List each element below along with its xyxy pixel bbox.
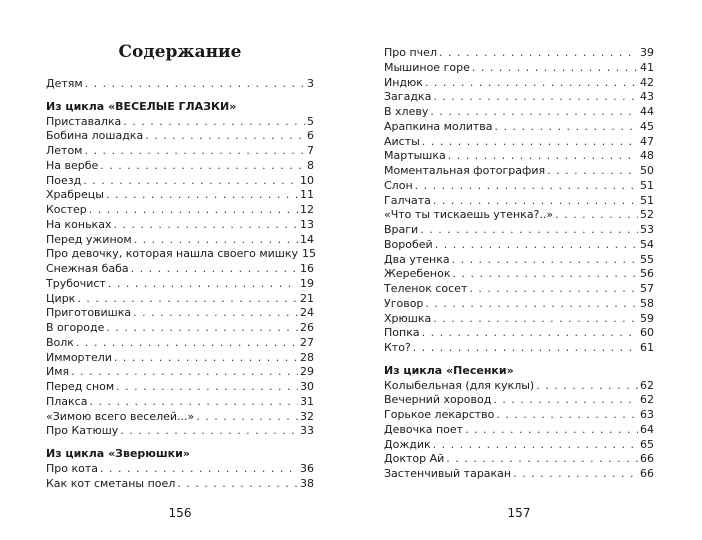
toc-dot-leader xyxy=(433,438,638,453)
toc-entry-page: 57 xyxy=(640,282,654,295)
toc-title: Содержание xyxy=(118,42,242,62)
toc-entry xyxy=(46,395,314,410)
toc-entry-title: Мышиное горе xyxy=(384,60,470,74)
toc-entry xyxy=(46,188,314,203)
toc-entry-page: 66 xyxy=(640,467,654,480)
toc-dot-leader xyxy=(495,120,638,135)
toc-entry-page: 45 xyxy=(640,119,654,133)
toc-entry xyxy=(46,462,314,477)
toc-entry-page: 66 xyxy=(640,452,654,466)
toc-entry xyxy=(384,267,654,282)
toc-entry xyxy=(384,194,654,209)
toc-entry xyxy=(46,477,314,492)
toc-entry xyxy=(46,262,314,277)
toc-entry-page: 43 xyxy=(640,90,654,104)
toc-entry xyxy=(46,380,314,395)
toc-dot-leader xyxy=(513,467,638,482)
toc-dot-leader xyxy=(452,253,638,268)
toc-dot-leader xyxy=(415,179,638,194)
toc-dot-leader xyxy=(435,238,638,253)
toc-entry xyxy=(46,424,314,439)
toc-dot-leader xyxy=(133,306,298,321)
toc-entry-title: Застенчивый таракан xyxy=(384,467,512,480)
toc-entry xyxy=(46,306,314,321)
toc-dot-leader xyxy=(413,341,638,356)
toc-entry-page: 3 xyxy=(307,77,314,90)
toc-entry-title: Про пчел xyxy=(384,46,437,59)
toc-entry xyxy=(384,423,654,438)
toc-dot-leader xyxy=(420,223,638,238)
page-number-left: 156 xyxy=(168,506,192,520)
toc-entry-title: Приготовишка xyxy=(46,306,132,320)
toc-entry-title: Про Катюшу xyxy=(46,424,119,438)
toc-entry-title: Теленок сосет xyxy=(384,282,468,295)
toc-entry-page: 5 xyxy=(307,114,314,128)
toc-entry-title: Поезд xyxy=(46,173,82,187)
toc-entry-page: 54 xyxy=(640,237,654,251)
toc-entry-title: Про кота xyxy=(46,461,99,475)
toc-entry-title: Галчата xyxy=(384,193,431,207)
toc-entry xyxy=(46,351,314,366)
toc-list-right xyxy=(384,46,654,482)
toc-entry-page: 11 xyxy=(300,188,314,202)
toc-entry-page: 50 xyxy=(640,164,654,177)
toc-dot-leader xyxy=(547,164,638,179)
toc-entry-title: Трубочист xyxy=(46,276,106,290)
toc-entry xyxy=(384,238,654,253)
toc-entry-page: 14 xyxy=(300,232,314,246)
toc-entry-title: Враги xyxy=(384,223,419,236)
toc-entry-title: Снежная баба xyxy=(46,262,129,275)
toc-dot-leader xyxy=(85,77,305,92)
toc-entry-title: Приставалка xyxy=(46,114,122,128)
toc-entry-title: Дождик xyxy=(384,437,431,451)
toc-entry xyxy=(384,467,654,482)
toc-entry-title: Доктор Ай xyxy=(384,452,445,466)
toc-entry xyxy=(46,365,314,380)
toc-entry-page: 16 xyxy=(300,262,314,275)
toc-dot-leader xyxy=(472,61,638,76)
toc-entry xyxy=(384,149,654,164)
toc-entry-page: 21 xyxy=(300,291,314,305)
toc-entry-title: Загадка xyxy=(384,90,432,104)
toc-dot-leader xyxy=(555,208,638,223)
toc-entry xyxy=(384,61,654,76)
toc-entry xyxy=(384,326,654,341)
toc-entry-page: 62 xyxy=(640,378,654,392)
toc-entry-title: Летом xyxy=(46,144,83,157)
toc-dot-leader xyxy=(108,277,298,292)
toc-entry xyxy=(46,159,314,174)
toc-entry-page: 13 xyxy=(300,217,314,231)
toc-entry xyxy=(384,393,654,408)
toc-entry-page: 60 xyxy=(640,326,654,340)
toc-entry xyxy=(46,203,314,218)
toc-entry-page: 64 xyxy=(640,422,654,436)
toc-entry-title: Детям xyxy=(46,77,83,90)
toc-entry xyxy=(384,135,654,150)
toc-entry xyxy=(384,76,654,91)
toc-entry xyxy=(384,208,654,223)
toc-dot-leader xyxy=(123,115,305,130)
toc-entry xyxy=(384,297,654,312)
toc-entry xyxy=(46,247,317,262)
toc-entry-title: Горькое лекарство xyxy=(384,408,495,421)
toc-gap xyxy=(46,92,314,100)
toc-entry xyxy=(384,90,654,105)
toc-entry-page: 15 xyxy=(302,247,317,261)
right-page xyxy=(384,0,654,540)
toc-entry xyxy=(384,253,654,268)
toc-dot-leader xyxy=(134,233,298,248)
toc-entry xyxy=(46,77,314,92)
toc-entry-title: Индюк xyxy=(384,75,423,89)
toc-entry-title: Слон xyxy=(384,178,413,192)
toc-entry-title: Уговор xyxy=(384,296,424,310)
toc-entry-title: Иммортели xyxy=(46,350,112,364)
toc-entry-title: Костер xyxy=(46,203,87,216)
toc-entry-page: 62 xyxy=(640,393,654,407)
toc-entry xyxy=(384,46,654,61)
toc-entry-page: 59 xyxy=(640,311,654,325)
toc-entry-page: 56 xyxy=(640,267,654,281)
toc-entry-page: 61 xyxy=(640,341,654,354)
toc-entry xyxy=(384,341,654,356)
toc-dot-leader xyxy=(145,129,305,144)
toc-dot-leader xyxy=(448,149,638,164)
toc-entry-page: 6 xyxy=(307,129,314,143)
toc-dot-leader xyxy=(425,76,638,91)
toc-dot-leader xyxy=(120,424,298,439)
toc-entry-page: 10 xyxy=(300,173,314,187)
toc-entry-page: 19 xyxy=(300,276,314,290)
toc-entry-page: 41 xyxy=(640,60,654,74)
toc-entry-title: На вербе xyxy=(46,158,99,172)
toc-dot-leader xyxy=(196,410,298,425)
toc-dot-leader xyxy=(83,174,298,189)
toc-entry-page: 58 xyxy=(640,296,654,310)
toc-entry-title: Мартышка xyxy=(384,149,446,163)
toc-section-heading: Из цикла «Зверюшки» xyxy=(46,447,190,460)
toc-entry xyxy=(46,129,314,144)
toc-entry xyxy=(46,233,314,248)
toc-entry-title: Арапкина молитва xyxy=(384,119,493,133)
toc-dot-leader xyxy=(106,188,298,203)
toc-entry-title: Кто? xyxy=(384,341,411,354)
toc-entry-page: 27 xyxy=(300,335,314,349)
toc-entry-page: 26 xyxy=(300,321,314,334)
toc-entry xyxy=(46,292,314,307)
toc-entry xyxy=(384,438,654,453)
toc-dot-leader xyxy=(76,336,298,351)
toc-entry-page: 39 xyxy=(640,46,654,59)
toc-entry xyxy=(384,282,654,297)
toc-entry xyxy=(46,321,314,336)
toc-entry xyxy=(46,115,314,130)
toc-entry xyxy=(46,336,314,351)
toc-entry-page: 47 xyxy=(640,134,654,148)
toc-entry-page: 44 xyxy=(640,105,654,118)
toc-list-left xyxy=(46,77,317,491)
toc-entry-page: 55 xyxy=(640,252,654,266)
toc-dot-leader xyxy=(114,351,298,366)
toc-entry-title: На коньках xyxy=(46,217,112,231)
toc-dot-leader xyxy=(446,452,638,467)
toc-entry-page: 32 xyxy=(300,409,314,423)
toc-entry-title: Колыбельная (для куклы) xyxy=(384,378,535,392)
toc-entry xyxy=(46,218,314,233)
toc-entry-title: Вечерний хоровод xyxy=(384,393,492,407)
toc-entry-title: «Зимою всего веселей...» xyxy=(46,409,195,423)
toc-entry-page: 30 xyxy=(300,380,314,393)
toc-entry-title: Волк xyxy=(46,335,74,349)
toc-entry-page: 12 xyxy=(300,203,314,216)
toc-dot-leader xyxy=(100,159,305,174)
toc-entry-title: Моментальная фотография xyxy=(384,164,546,177)
toc-dot-leader xyxy=(100,462,298,477)
toc-entry-title: Плакса xyxy=(46,394,88,408)
left-page xyxy=(46,0,317,540)
toc-dot-leader xyxy=(422,326,638,341)
toc-dot-leader xyxy=(496,408,638,423)
toc-entry-page: 29 xyxy=(300,365,314,379)
toc-entry-title: Перед ужином xyxy=(46,232,132,246)
toc-entry xyxy=(384,179,654,194)
toc-dot-leader xyxy=(452,267,638,282)
toc-dot-leader xyxy=(430,105,638,120)
toc-entry-page: 28 xyxy=(300,350,314,364)
toc-entry xyxy=(384,312,654,327)
toc-dot-leader xyxy=(433,312,638,327)
toc-entry xyxy=(46,410,314,425)
toc-entry-title: В хлеву xyxy=(384,105,429,118)
toc-entry xyxy=(384,164,654,179)
toc-entry-title: Аисты xyxy=(384,134,420,148)
toc-dot-leader xyxy=(465,423,638,438)
toc-entry-title: Перед сном xyxy=(46,380,115,393)
toc-dot-leader xyxy=(439,46,638,61)
toc-entry-title: «Что ты тискаешь утенка?..» xyxy=(384,208,554,222)
toc-dot-leader xyxy=(177,477,298,492)
toc-entry-page: 65 xyxy=(640,437,654,451)
toc-entry-page: 8 xyxy=(307,158,314,172)
toc-dot-leader xyxy=(422,135,638,150)
toc-dot-leader xyxy=(469,282,638,297)
toc-entry-title: Храбрецы xyxy=(46,188,104,202)
toc-entry-page: 48 xyxy=(640,149,654,163)
toc-entry xyxy=(384,120,654,135)
toc-entry xyxy=(384,408,654,423)
toc-entry-page: 63 xyxy=(640,408,654,421)
toc-dot-leader xyxy=(433,90,638,105)
toc-dot-leader xyxy=(89,203,298,218)
toc-entry-page: 33 xyxy=(300,424,314,438)
toc-entry-title: Цирк xyxy=(46,291,76,305)
toc-entry-page: 24 xyxy=(300,306,314,320)
toc-entry-page: 51 xyxy=(640,193,654,207)
toc-entry xyxy=(384,379,654,394)
toc-dot-leader xyxy=(433,194,638,209)
toc-entry-title: Два утенка xyxy=(384,252,450,266)
toc-entry-page: 36 xyxy=(300,461,314,475)
toc-entry-page: 31 xyxy=(300,394,314,408)
toc-entry-title: Попка xyxy=(384,326,420,340)
toc-gap xyxy=(46,439,314,447)
toc-entry xyxy=(46,144,314,159)
toc-gap xyxy=(384,356,654,364)
toc-dot-leader xyxy=(425,297,638,312)
toc-dot-leader xyxy=(113,218,298,233)
toc-dot-leader xyxy=(116,380,298,395)
toc-entry-page: 7 xyxy=(307,144,314,157)
toc-entry xyxy=(46,277,314,292)
toc-dot-leader xyxy=(493,393,638,408)
toc-dot-leader xyxy=(84,144,305,159)
toc-dot-leader xyxy=(71,365,298,380)
toc-entry-title: Девочка поет xyxy=(384,422,464,436)
toc-entry-title: Про девочку, которая нашла своего мишку xyxy=(46,247,299,261)
toc-entry-page: 53 xyxy=(640,223,654,236)
page-number-right: 157 xyxy=(507,506,531,520)
toc-dot-leader xyxy=(106,321,298,336)
toc-entry-title: Хрюшка xyxy=(384,311,432,325)
toc-entry xyxy=(384,452,654,467)
toc-entry-title: В огороде xyxy=(46,321,105,334)
toc-section-heading: Из цикла «Песенки» xyxy=(384,363,514,377)
toc-entry-page: 52 xyxy=(640,208,654,222)
toc-entry-title: Воробей xyxy=(384,237,433,251)
toc-entry-page: 42 xyxy=(640,75,654,89)
toc-entry-title: Бобина лошадка xyxy=(46,129,144,143)
toc-dot-leader xyxy=(536,379,638,394)
toc-dot-leader xyxy=(77,292,298,307)
toc-dot-leader xyxy=(131,262,298,277)
toc-entry-page: 38 xyxy=(300,476,314,490)
toc-entry xyxy=(46,174,314,189)
toc-entry xyxy=(384,223,654,238)
toc-dot-leader xyxy=(89,395,298,410)
toc-entry-title: Имя xyxy=(46,365,70,379)
toc-entry-page: 51 xyxy=(640,178,654,192)
toc-section-heading: Из цикла «ВЕСЕЛЫЕ ГЛАЗКИ» xyxy=(46,99,237,113)
toc-entry xyxy=(384,105,654,120)
toc-entry-title: Как кот сметаны поел xyxy=(46,476,176,490)
toc-entry-title: Жеребенок xyxy=(384,267,451,281)
